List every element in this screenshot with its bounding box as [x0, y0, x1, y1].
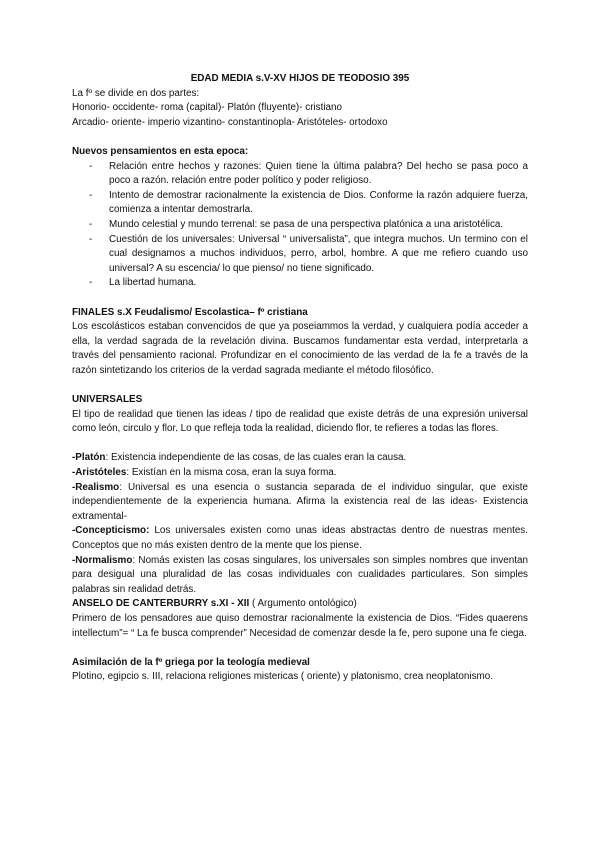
anselmo-text: Primero de los pensadores aue quiso demostrar racionalmente la existencia de Dios. “Fides quaerens intellectum”= “ La fe busca comprender” Necesidad de comenzar desde la fe, pero supone una fe ciega. — [72, 612, 528, 639]
definition-term: -Platón — [72, 452, 106, 464]
asimilacion-text: Plotino, egipcio s. III, relaciona religiones mistericas ( oriente) y platonismo, crea neoplatonismo. — [72, 671, 493, 683]
definition-concepticismo — [72, 524, 528, 553]
universales-heading: UNIVERSALES — [72, 394, 143, 406]
spacer — [72, 378, 528, 393]
nuevos-list — [72, 160, 528, 291]
anselmo-heading: ANSELO DE CANTERBURRY s.XI - XII — [72, 598, 250, 610]
spacer — [72, 130, 528, 145]
anselmo-subtitle: ( Argumento ontológico) — [249, 598, 357, 610]
definition-term: -Normalismo — [72, 554, 133, 566]
definition-term: -Realismo — [72, 481, 120, 493]
definition-text: : Existían en la misma cosa, eran la suya forma. — [126, 467, 337, 479]
anselmo-heading-line — [72, 597, 528, 612]
definition-aristoteles — [72, 466, 528, 481]
list-item: - Relación entre hechos y razones: Quien tiene la última palabra? Del hecho se pasa poco a poco a razón. relación entre poder político y poder religioso. — [72, 160, 528, 189]
definition-platon — [72, 451, 528, 466]
intro-line: Honorio- occidente- roma (capital)- Platón (fluyente)- cristiano — [72, 102, 343, 114]
intro-line: La fº se divide en dos partes: — [72, 87, 200, 99]
definition-realismo — [72, 481, 528, 525]
spacer — [72, 291, 528, 306]
document-page — [72, 72, 528, 685]
finales-text: Los escolásticos estaban convencidos de que ya poseiammos la verdad, y cualquiera podía acceder a ella, la verdad sagrada de la revelación divina. Buscamos fundamentar esta verdad, interpretarla a través del pensamiento racional. Profundizar en el conocimiento de las verdad de la fe a través de la razón sintetizando los criterios de la verdad sagrada mediante el método filosófico. — [72, 321, 528, 376]
intro-line: Arcadio- oriente- imperio vizantino- constantinopla- Aristóteles- ortodoxo — [72, 116, 388, 128]
universales-text: El tipo de realidad que tienen las ideas / tipo de realidad que existe detrás de una expresión universal como león, circulo y flor. Lo que refleja toda la realidad, diciendo flor, te refieres a todas las flores. — [72, 408, 528, 435]
definition-text: : Universal es una esencia o sustancia separada de el individuo singular, que existe independientemente de la experiencia humana. Afirma la existencia real de las ideas- Existencia extramental- — [72, 481, 528, 522]
definition-text: : Existencia independiente de las cosas, de las cuales eran la causa. — [105, 452, 407, 464]
document-title: EDAD MEDIA s.V-XV HIJOS DE TEODOSIO 395 — [190, 73, 410, 84]
definition-normalismo — [72, 554, 528, 598]
definition-term: -Aristóteles — [72, 467, 127, 479]
definition-term: -Concepticismo: — [72, 525, 150, 537]
nuevos-heading: Nuevos pensamientos en esta epoca: — [72, 145, 249, 157]
spacer — [72, 641, 528, 656]
spacer — [72, 437, 528, 452]
list-item: - Mundo celestial y mundo terrenal: se pasa de una perspectiva platónica a una aristotélica. — [72, 218, 528, 233]
asimilacion-heading: Asimilación de la fº griega por la teología medieval — [72, 656, 310, 668]
definition-text: : Nomás existen las cosas singulares, los universales son simples nombres que inventan para desigual una pluralidad de las cosas individuales con cualidades particulares. Son simples palabras sin realidad detrás. — [72, 554, 528, 595]
list-item: - La libertad humana. — [72, 276, 528, 291]
list-item: - Intento de demostrar racionalmente la existencia de Dios. Conforme la razón adquiere fuerza, comienza a intentar demostrarla. — [72, 189, 528, 218]
finales-heading: FINALES s.X Feudalismo/ Escolastica– fº cristiana — [72, 306, 308, 318]
definition-text: Los universales existen como unas ideas abstractas dentro de nuestras mentes. Conceptos que no más existen dentro de la mente que los piense. — [72, 525, 528, 551]
list-item: - Cuestión de los universales: Universal “ universalista”, que integra muchos. Un termino con el cual designamos a muchos individuos, perro, arbol, hombre. A que me refiero cuando uso universal? A su escencia/ lo que pienso/ no tiene significado. — [72, 233, 528, 277]
